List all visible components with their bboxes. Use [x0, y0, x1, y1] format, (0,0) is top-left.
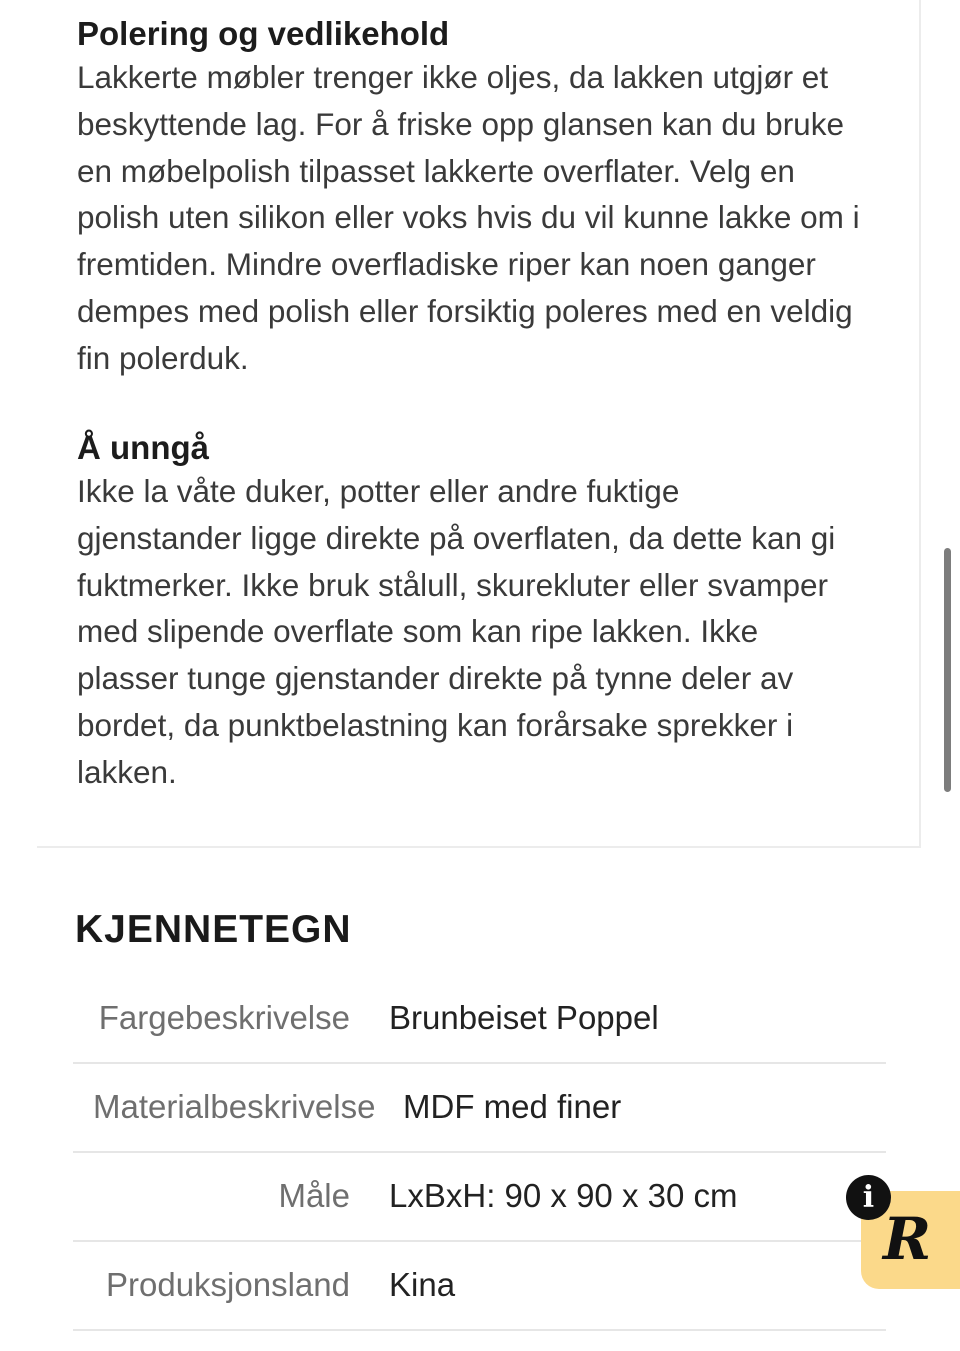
polish-text: Lakkerte møbler trenger ikke oljes, da lakken utgjør et beskyttende lag. For å friske opp glansen kan du bruke en møbelpolish tilpasset lakkerte overflater. Velg en polish uten silikon eller voks hvis du vil kunne lakke om i fremtiden. Mindre overfladiske riper kan noen ganger dempes med polish eller forsiktig poleres med en veldig fin polerduk. [77, 59, 860, 376]
spec-label: Fargebeskrivelse [98, 999, 350, 1036]
spec-value: Brunbeiset Poppel [389, 999, 659, 1036]
avoid-heading: Å unngå [77, 429, 209, 466]
spec-label: Måle [278, 1177, 350, 1214]
spec-value: LxBxH: 90 x 90 x 30 cm [389, 1177, 738, 1214]
table-row [73, 975, 886, 1064]
polish-section [77, 14, 897, 382]
features-table [73, 975, 886, 1331]
polish-heading: Polering og vedlikehold [77, 15, 450, 52]
spec-label: Materialbeskrivelse [93, 1088, 376, 1125]
avoid-section [77, 428, 897, 796]
avoid-text: Ikke la våte duker, potter eller andre fuktige gjenstander ligge direkte på overflaten, da dette kan gi fuktmerker. Ikke bruk stålull, skurekluter eller svamper med slipende overflate som kan ripe lakken. Ikke plasser tunge gjenstander direkte på tynne deler av bordet, da punktbelastning kan forårsake sprekker i lakken. [77, 473, 836, 790]
features-heading: KJENNETEGN [75, 908, 352, 951]
info-icon[interactable]: i [846, 1175, 891, 1220]
scrollbar-thumb[interactable] [944, 548, 951, 792]
table-row [73, 1064, 886, 1153]
spec-label: Produksjonsland [106, 1266, 350, 1303]
table-row [73, 1242, 886, 1331]
reviews-r-logo-icon: R [883, 1205, 932, 1273]
spec-value: Kina [389, 1266, 456, 1303]
spec-value: MDF med finer [403, 1088, 622, 1125]
table-row [73, 1153, 886, 1242]
